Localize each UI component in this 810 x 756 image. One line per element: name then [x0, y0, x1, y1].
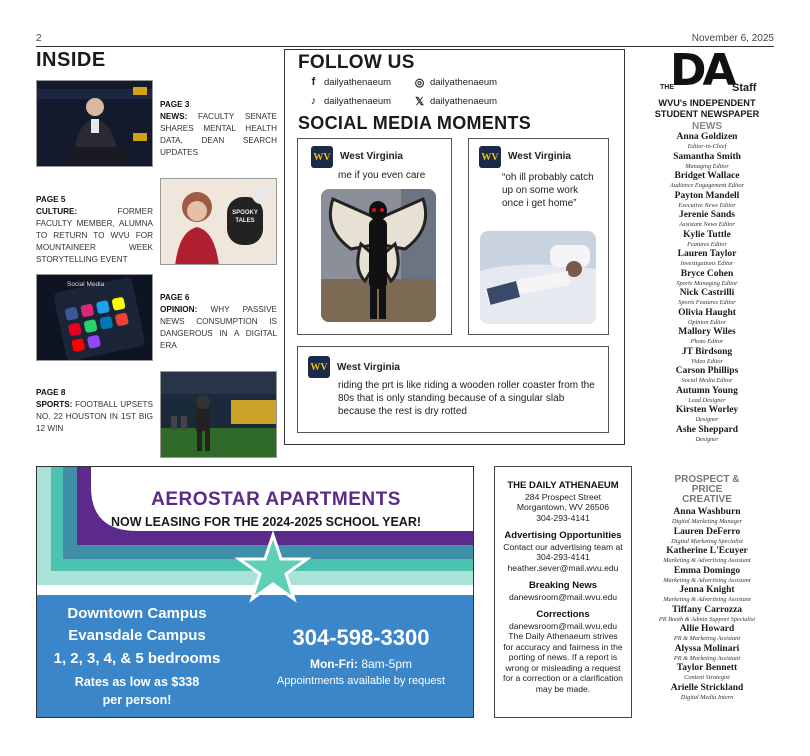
- speaker-photo: [37, 81, 153, 167]
- instagram-handle: dailyathenaeum: [430, 77, 498, 88]
- news-heading: NEWS: [692, 121, 722, 132]
- teaser-text: FACULTY SENATE SHARES MENTAL HEALTH DATA, DEAN SEARCH UPDATES: [160, 112, 277, 157]
- teaser-section: CULTURE:: [36, 207, 78, 216]
- moth-costume-photo: [321, 189, 436, 322]
- staff-name: JT Birdsong: [681, 346, 733, 357]
- staff-name: Payton Mandell: [674, 190, 740, 201]
- corrections-text: wrong or misleading a request: [505, 662, 621, 673]
- sleeping-photo: [480, 231, 596, 324]
- teaser-section: SPORTS:: [36, 400, 73, 409]
- post-account: West Virginia: [508, 151, 571, 162]
- instagram-icon: ◎: [414, 77, 425, 89]
- staff-name: Jerenie Sands: [678, 210, 736, 220]
- staff-role: Editor-in-Chief: [687, 143, 727, 150]
- staff-role: Video Editor: [691, 357, 723, 365]
- staff-name: Lauren DeFerro: [673, 526, 741, 537]
- teaser-culture[interactable]: [36, 194, 153, 266]
- staff-name: Anna Goldizen: [676, 132, 738, 142]
- staff-role: Sports Features Editor: [678, 299, 736, 306]
- phone-folder-label: Social Media: [67, 281, 105, 288]
- ad-phone[interactable]: 304-598-3300: [292, 625, 430, 650]
- staff-name: Autumn Young: [676, 385, 738, 396]
- da-logo-letters: DA: [670, 45, 733, 96]
- teaser-text: FORMER FACULTY MEMBER, ALUMNA TO RETURN TO WVU FOR MOUNTAINEER WEEK STORYTELLING EVENT: [36, 207, 153, 264]
- corrections-text: for accuracy and fairness in the: [503, 641, 623, 652]
- corrections-text: for a correction or a clarification: [503, 673, 623, 683]
- ad-appointments: Appointments available by request: [276, 675, 446, 687]
- staff-name: Emma Domingo: [673, 565, 741, 576]
- post-text: “oh ill probably catch up on some work once i get home”: [502, 172, 594, 209]
- post-account: West Virginia: [340, 151, 403, 162]
- corrections-text: may be made.: [535, 683, 591, 694]
- staff-name: Ashe Sheppard: [675, 424, 739, 435]
- teaser-text: FOOTBALL UPSETS NO. 22 HOUSTON IN 1ST BIG 12 WIN: [36, 400, 153, 433]
- staff-masthead: [634, 98, 780, 444]
- social-media-moments-title: SOCIAL MEDIA MOMENTS: [298, 113, 532, 133]
- issue-date: November 6, 2025: [691, 33, 774, 44]
- ad-bedrooms: 1, 2, 3, 4, & 5 bedrooms: [53, 650, 221, 667]
- staff-role: Digital Marketing Manager: [671, 518, 743, 525]
- facebook-icon: f: [311, 76, 316, 88]
- teaser-text: WHY PASSIVE NEWS CONSUMPTION IS DANGEROUS IN A DIGITAL ERA: [160, 305, 277, 350]
- news-thumbnail[interactable]: [36, 80, 153, 167]
- ad-location-2: Evansdale Campus: [68, 627, 206, 644]
- creative-heading: PROSPECT & PRICE CREATIVE: [674, 474, 740, 505]
- creative-staff-list: [634, 507, 780, 702]
- wv-logo-icon: WV: [308, 356, 330, 378]
- staff-tagline: WVU's INDEPENDENT STUDENT NEWSPAPER: [654, 98, 760, 119]
- corrections-heading: Corrections: [536, 609, 590, 620]
- staff-name: Alyssa Molinari: [674, 643, 740, 654]
- staff-name: Tiffany Carrozza: [671, 604, 743, 615]
- header-rule: [36, 46, 774, 47]
- staff-label: Staff: [732, 82, 757, 94]
- breaking-news-heading: Breaking News: [528, 580, 598, 591]
- page-number: 2: [36, 33, 42, 44]
- follow-us-title: FOLLOW US: [298, 52, 415, 73]
- advertising-text: Contact our advertising team at: [503, 541, 623, 552]
- staff-role: Social Media Editor: [681, 377, 733, 384]
- corrections-text: porting of news. If a report is: [508, 652, 618, 662]
- staff-name: Samantha Smith: [673, 151, 741, 162]
- teaser-page: PAGE 6: [160, 293, 190, 302]
- social-post[interactable]: [297, 346, 609, 433]
- staff-name: Bridget Wallace: [674, 171, 740, 181]
- sports-thumbnail[interactable]: [160, 371, 277, 458]
- storyteller-photo: [161, 179, 277, 265]
- ad-rate-line-1: Rates as low as $338: [74, 675, 200, 689]
- ad-subtitle: NOW LEASING FOR THE 2024-2025 SCHOOL YEAR!: [110, 515, 422, 529]
- staff-name: Carson Phillips: [675, 366, 739, 376]
- address-line: Morgantown, WV 26506: [516, 502, 610, 512]
- staff-role: Sports Managing Editor: [676, 279, 738, 287]
- x-link[interactable]: [414, 95, 497, 108]
- news-staff-list: [634, 132, 780, 444]
- aerostar-ad[interactable]: [36, 466, 474, 718]
- post-text: me if you even care: [338, 170, 426, 181]
- ad-location-1: Downtown Campus: [67, 605, 207, 622]
- post-account: West Virginia: [337, 362, 400, 373]
- staff-role: Marketing & Advertising Assistant: [663, 576, 751, 584]
- breaking-news-email[interactable]: danewsroom@mail.wvu.edu: [508, 591, 618, 602]
- staff-name: Olivia Haught: [678, 307, 736, 318]
- teaser-opinion[interactable]: [160, 292, 277, 352]
- staff-role: Digital Marketing Specialist: [671, 537, 743, 545]
- staff-role: Marketing & Advertising Assistant: [663, 596, 751, 603]
- staff-role: Features Editor: [687, 240, 727, 248]
- teaser-news[interactable]: [160, 99, 277, 159]
- staff-name: Taylor Bennett: [676, 663, 738, 673]
- spooky-tales-sign: SPOOKY TALES: [232, 210, 258, 224]
- post-text: riding the prt is like riding a wooden roller coaster from the 80s that is only standing because of a singular slab because the rest is dry rotted: [338, 380, 595, 417]
- ad-hours-value: 8am-5pm: [361, 657, 412, 671]
- da-logo-the: THE: [660, 84, 674, 91]
- paper-name: THE DAILY ATHENAEUM: [507, 480, 619, 491]
- staff-role: Digital Media Intern: [680, 693, 734, 701]
- teaser-section: NEWS:: [160, 112, 188, 121]
- staff-role: Audience Engagement Editor: [669, 182, 745, 189]
- staff-role: Designer: [695, 435, 719, 443]
- instagram-link[interactable]: [414, 76, 497, 89]
- tiktok-link[interactable]: [308, 95, 391, 107]
- teaser-page: PAGE 8: [36, 388, 66, 397]
- x-handle: dailyathenaeum: [430, 96, 498, 107]
- staff-name: Arielle Strickland: [670, 682, 744, 693]
- staff-role: Content Strategist: [684, 674, 730, 681]
- social-post[interactable]: [297, 138, 452, 335]
- ad-title: AEROSTAR APARTMENTS: [151, 489, 401, 510]
- staff-role: PR Booth & Admin Support Specialist: [658, 615, 756, 623]
- creative-masthead: [634, 475, 780, 702]
- staff-name: Allie Howard: [679, 624, 735, 634]
- teaser-sports[interactable]: [36, 387, 153, 435]
- staff-name: Anna Washburn: [673, 507, 741, 517]
- staff-role: Investigations Editor: [680, 260, 734, 267]
- staff-name: Bryce Cohen: [680, 268, 734, 279]
- staff-role: Executive News Editor: [678, 201, 736, 209]
- corrections-text: The Daily Athenaeum strives: [508, 631, 618, 641]
- ad-rate-line-2: per person!: [102, 693, 172, 707]
- tiktok-icon: ♪: [310, 95, 317, 107]
- opinion-thumbnail[interactable]: [36, 274, 153, 361]
- staff-name: Mallory Wiles: [678, 327, 736, 337]
- facebook-handle: dailyathenaeum: [324, 76, 392, 88]
- advertising-phone: 304-293-4141: [536, 552, 590, 562]
- main-phone: 304-293-4141: [536, 512, 590, 523]
- staff-role: PR & Marketing Assistant: [673, 654, 741, 662]
- staff-name: Kylie Tuttle: [683, 229, 731, 240]
- staff-name: Lauren Taylor: [677, 249, 737, 259]
- staff-role: Managing Editor: [685, 162, 729, 170]
- teaser-page: PAGE 5: [36, 195, 66, 204]
- football-photo: [161, 372, 277, 458]
- da-logo: [658, 45, 780, 96]
- teaser-section: OPINION:: [160, 305, 198, 314]
- teaser-page: PAGE 3: [160, 100, 190, 109]
- contact-info-box: [494, 466, 632, 718]
- staff-name: Jenna Knight: [679, 585, 735, 595]
- culture-thumbnail[interactable]: [160, 178, 277, 265]
- staff-role: Lead Designer: [688, 396, 726, 404]
- wv-logo-icon: WV: [311, 146, 333, 168]
- wv-logo-icon: WV: [479, 146, 501, 168]
- inside-title: INSIDE: [36, 49, 106, 71]
- staff-name: Kirsten Worley: [675, 405, 739, 415]
- staff-name: Katherine L'Ecuyer: [666, 546, 748, 556]
- staff-role: Opinion Editor: [687, 318, 727, 326]
- address-line: 284 Prospect Street: [525, 491, 601, 502]
- advertising-email[interactable]: heather.sever@mail.wvu.edu: [507, 562, 619, 573]
- staff-role: Designer: [695, 416, 719, 423]
- staff-name: Nick Castrilli: [679, 288, 735, 298]
- staff-role: Photo Editor: [690, 338, 724, 345]
- social-post[interactable]: [468, 138, 609, 335]
- tiktok-handle: dailyathenaeum: [324, 95, 392, 107]
- x-icon: 𝕏: [415, 96, 424, 108]
- ad-hours: [247, 657, 474, 671]
- staff-role: PR & Marketing Assistant: [673, 635, 741, 642]
- staff-role: Assistant News Editor: [679, 221, 735, 228]
- ad-hours-label: Mon-Fri:: [309, 657, 358, 671]
- corrections-email[interactable]: danewsroom@mail.wvu.edu: [508, 620, 618, 631]
- staff-role: Marketing & Advertising Assistant: [663, 557, 751, 564]
- facebook-link[interactable]: [308, 76, 391, 88]
- advertising-heading: Advertising Opportunities: [504, 530, 622, 541]
